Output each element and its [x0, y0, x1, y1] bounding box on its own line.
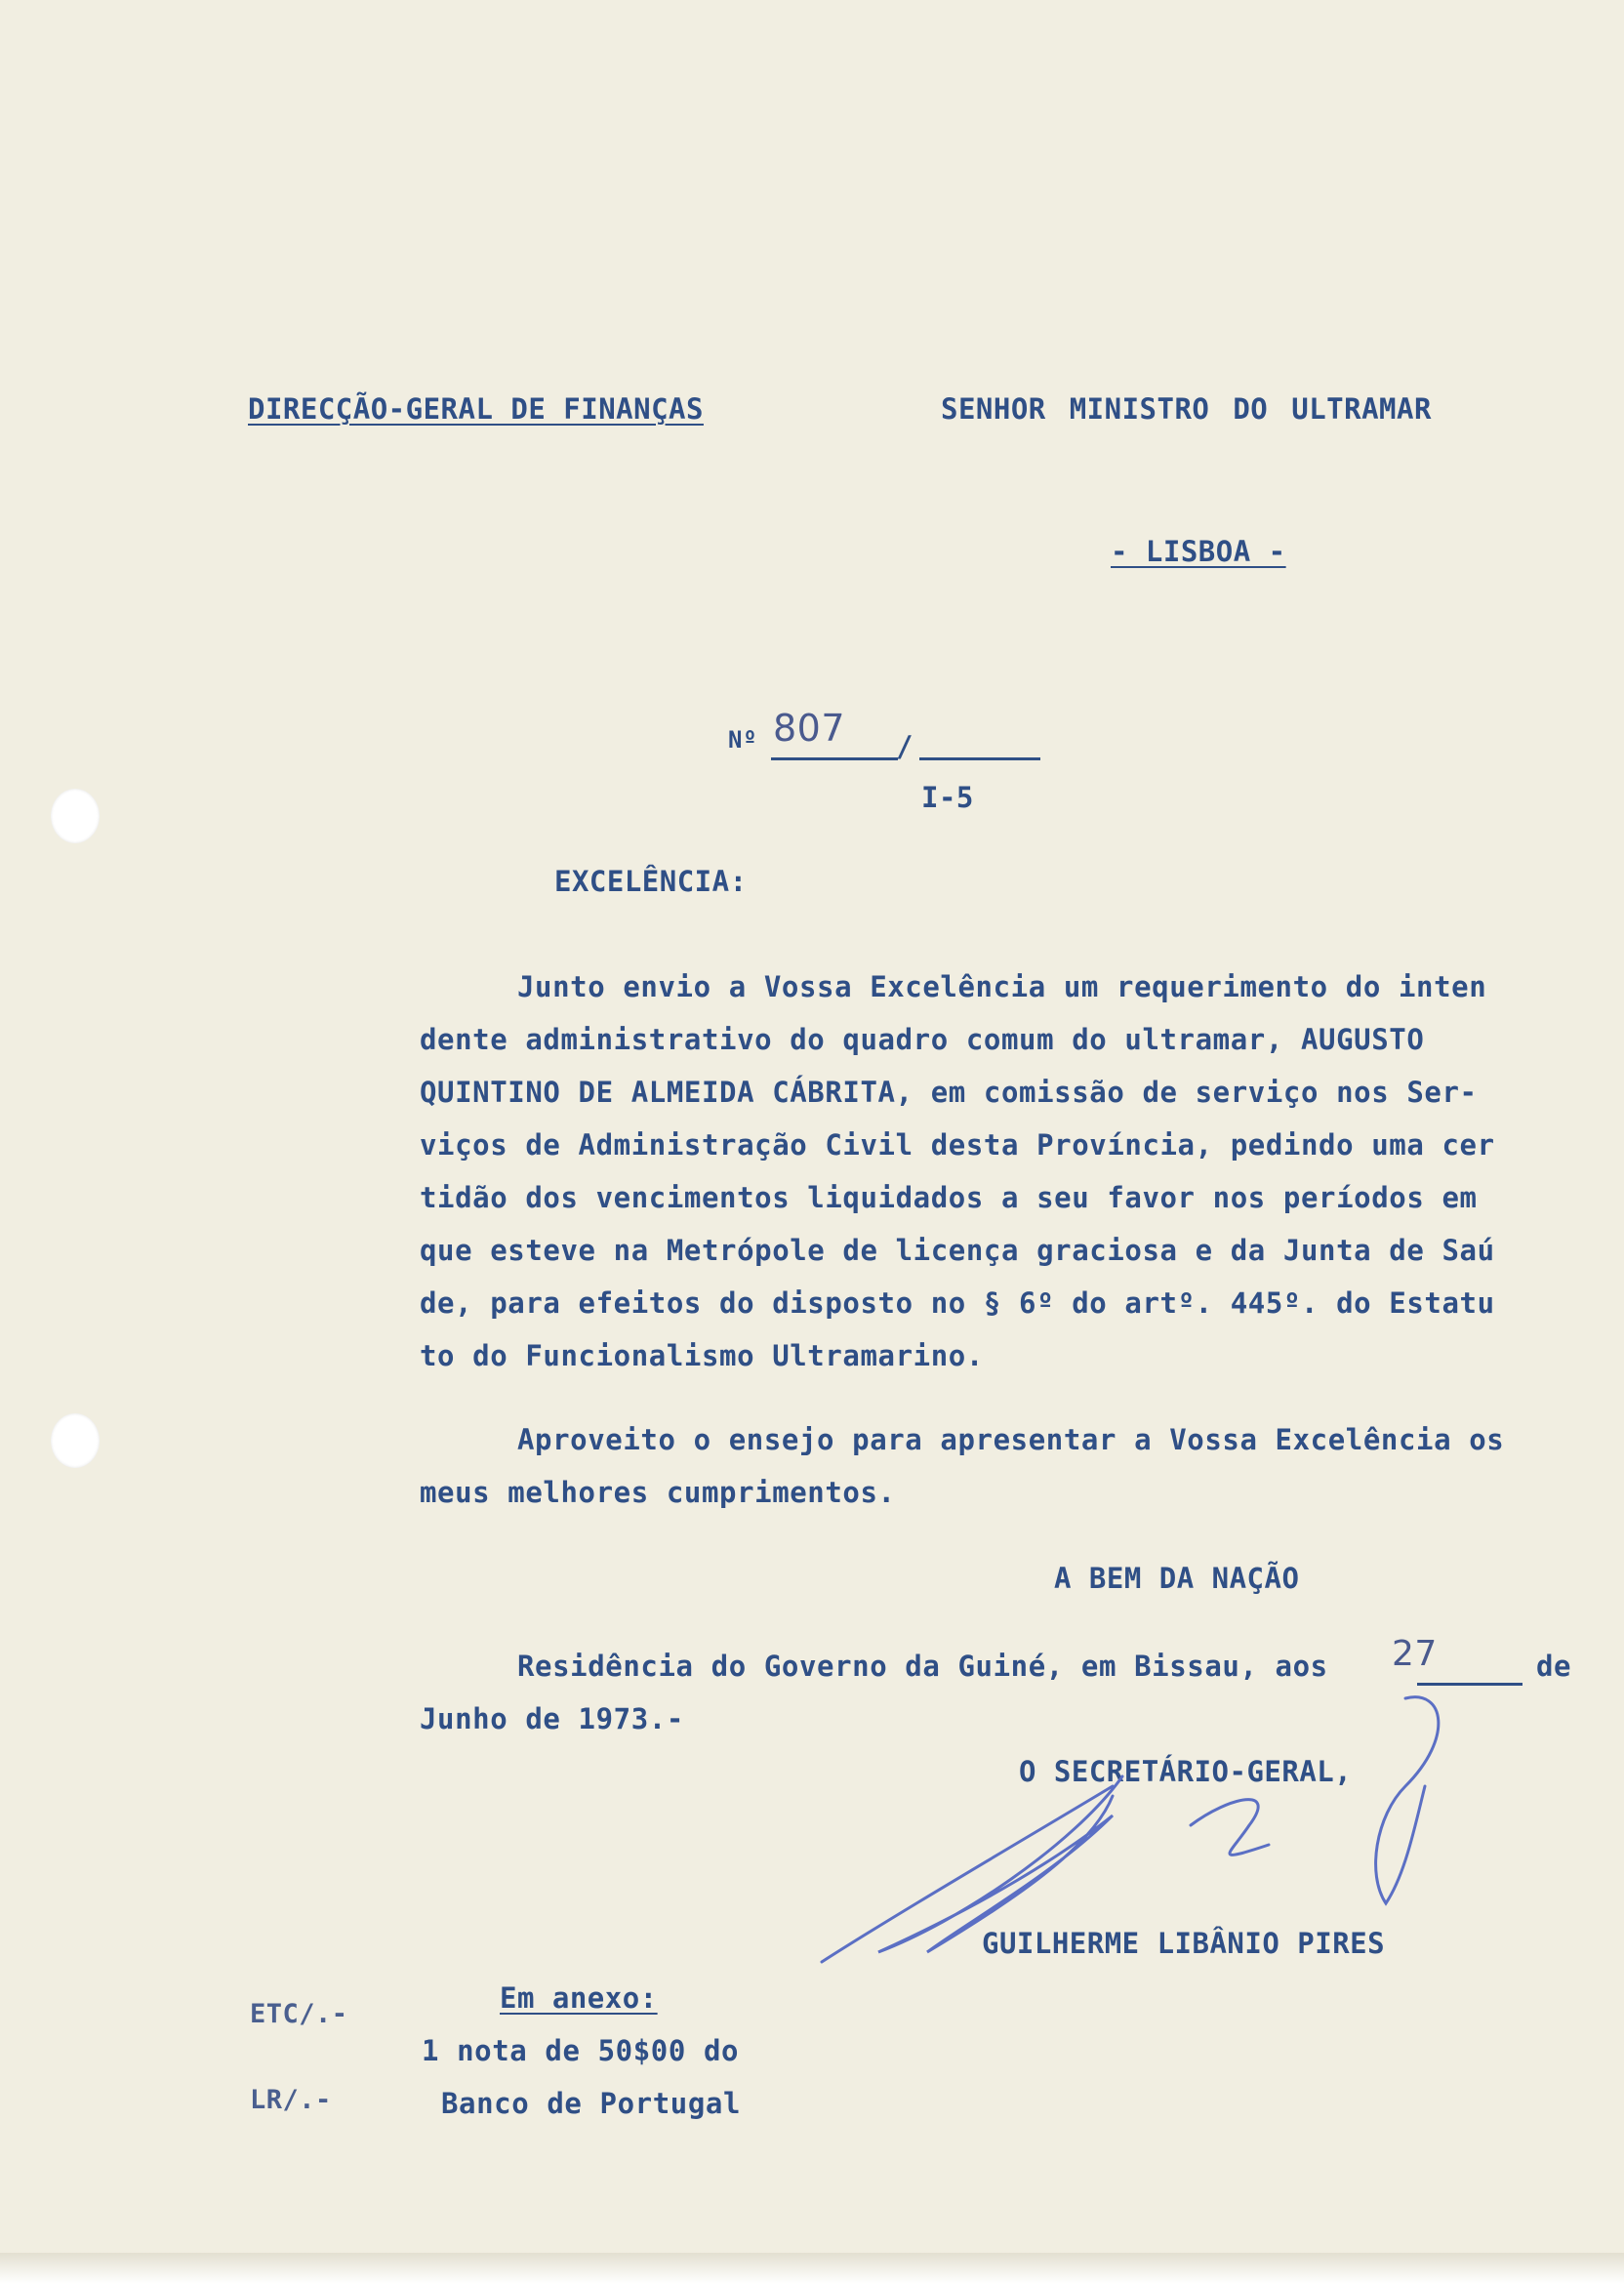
annex-item: 1 nota de 50$00 do — [422, 2034, 740, 2067]
signature-stroke — [1191, 1800, 1269, 1856]
department-heading: DIRECÇÃO-GERAL DE FINANÇAS — [248, 392, 704, 426]
place-date-prefix: Residência do Governo da Guiné, em Bissau, aos — [517, 1650, 1328, 1683]
reference-separator: / — [896, 730, 914, 763]
initials-lr: LR/.- — [250, 2085, 332, 2115]
annex-heading: Em anexo: — [500, 1981, 658, 2015]
body-line: que esteve na Metrópole de licença graciosa e da Junta de Saú — [420, 1234, 1495, 1267]
signatory-title: O SECRETÁRIO-GERAL, — [1019, 1755, 1353, 1788]
place-date-line — [517, 1650, 1328, 1683]
reference-prefix: Nº — [728, 726, 757, 754]
closing-motto: A BEM DA NAÇÃO — [1054, 1562, 1300, 1595]
annex-item: Banco de Portugal — [441, 2087, 742, 2120]
city-heading — [1111, 535, 1286, 568]
initials-etc: ETC/.- — [250, 1999, 348, 2029]
reference-blank-line — [919, 757, 1040, 760]
place-date-suffix: de — [1536, 1650, 1572, 1683]
date-month-year: Junho de 1973.- — [420, 1702, 684, 1735]
punch-hole-bottom — [51, 1413, 100, 1468]
paper-bottom-edge — [0, 2253, 1624, 2284]
reference-number-line — [771, 757, 898, 760]
punch-hole-top — [51, 789, 100, 843]
body-line: QUINTINO DE ALMEIDA CÁBRITA, em comissão de serviço nos Ser- — [420, 1076, 1478, 1109]
signature-stroke — [1376, 1697, 1439, 1903]
body-line: Aproveito o ensejo para apresentar a Vossa Excelência os — [517, 1423, 1505, 1456]
body-line: viços de Administração Civil desta Província, pedindo uma cer — [420, 1128, 1495, 1162]
city-text: - LISBOA - — [1111, 535, 1286, 568]
date-day: 27 — [1392, 1634, 1438, 1674]
reference-code: I-5 — [921, 781, 974, 814]
body-line: to do Funcionalismo Ultramarino. — [420, 1339, 984, 1372]
body-line: Junto envio a Vossa Excelência um requerimento do inten — [517, 970, 1487, 1003]
signatory-name: GUILHERME LIBÂNIO PIRES — [982, 1927, 1386, 1960]
body-line: tidão dos vencimentos liquidados a seu favor nos períodos em — [420, 1181, 1478, 1214]
body-line: de, para efeitos do disposto no § 6º do artº. 445º. do Estatu — [420, 1286, 1495, 1320]
addressee-heading: SENHOR MINISTRO DO ULTRAMAR — [941, 392, 1432, 426]
salutation: EXCELÊNCIA: — [554, 865, 748, 898]
body-line: dente administrativo do quadro comum do ultramar, AUGUSTO — [420, 1023, 1425, 1056]
reference-number: 807 — [773, 707, 846, 750]
body-line: meus melhores cumprimentos. — [420, 1476, 896, 1509]
